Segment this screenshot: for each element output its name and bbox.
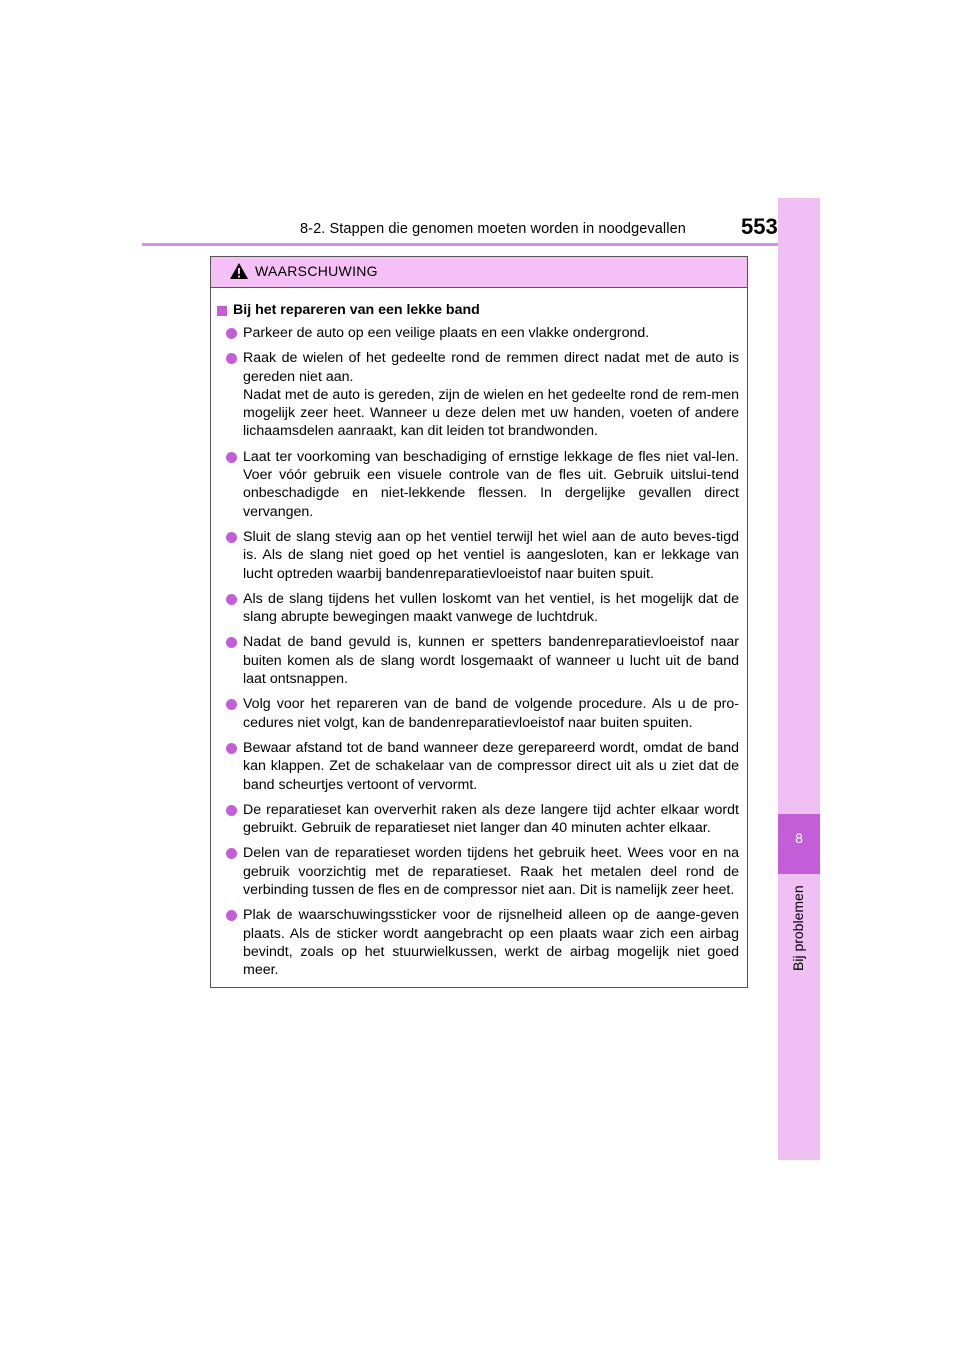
chapter-number: 8: [795, 830, 803, 846]
bullet-dot-icon: [226, 743, 237, 754]
warning-body: [211, 288, 747, 980]
bullet-dot-icon: [226, 848, 237, 859]
square-bullet-icon: [217, 306, 227, 316]
chapter-label: Bij problemen: [790, 885, 806, 971]
bullet-dot-icon: [226, 328, 237, 339]
bullet-dot-icon: [226, 699, 237, 710]
chapter-side-tab: [778, 198, 820, 1160]
list-item: Nadat de band gevuld is, kunnen er spetters bandenreparatievloeistof naar buiten komen als de slang wordt losgemaakt of wanneer u lucht uit de band laat ontsnappen.: [217, 633, 739, 688]
list-item: Plak de waarschuwingssticker voor de rijsnelheid alleen op de aange-geven plaats. Als de sticker wordt aangebracht op een plaats waar zich een airbag bevindt, zoals op het stuurwielkussen, werkt de airbag mogelijk niet goed meer.: [217, 906, 739, 979]
warning-box: [210, 256, 748, 988]
warning-title: WAARSCHUWING: [255, 263, 378, 279]
bullet-dot-icon: [226, 353, 237, 364]
list-item: Parkeer de auto op een veilige plaats en een vlakke ondergrond.: [217, 324, 739, 342]
warning-header: [211, 257, 747, 288]
section-heading: [217, 301, 739, 320]
list-item: De reparatieset kan oververhit raken als deze langere tijd achter elkaar wordt gebruikt. Gebruik de reparatieset niet langer dan 40 minuten achter elkaar.: [217, 801, 739, 838]
bullet-dot-icon: [226, 805, 237, 816]
bullet-dot-icon: [226, 532, 237, 543]
list-item: Bewaar afstand tot de band wanneer deze gerepareerd wordt, omdat de band kan klappen. Zet de schakelaar van de compressor direct uit als u ziet dat de band scheurtjes vertoont of vervormt.: [217, 739, 739, 794]
section-title: 8-2. Stappen die genomen moeten worden in noodgevallen: [300, 221, 686, 237]
list-item: Raak de wielen of het gedeelte rond de remmen direct nadat met de auto is gereden niet aan. Nadat met de auto is gereden, zijn de wielen en het gedeelte rond de rem-men mogelijk zeer heet. Wanneer u deze delen met uw handen, voeten of andere lichaamsdelen aanraakt, kan dit leiden tot brandwonden.: [217, 349, 739, 440]
section-heading-text: Bij het repareren van een lekke band: [233, 302, 480, 318]
bullet-dot-icon: [226, 594, 237, 605]
list-item: Volg voor het repareren van de band de volgende procedure. Als u de pro-cedures niet volgt, kan de bandenreparatievloeistof naar buiten spuiten.: [217, 695, 739, 732]
list-item: Delen van de reparatieset worden tijdens het gebruik heet. Wees voor en na gebruik voorzichtig met de reparatieset. Raak het metalen deel rond de verbinding tussen de fles en de compressor niet aan. Dit is namelijk zeer heet.: [217, 844, 739, 899]
warning-list: [217, 324, 739, 980]
list-item: Als de slang tijdens het vullen loskomt van het ventiel, is het mogelijk dat de slang abrupte bewegingen maakt vanwege de luchtdruk.: [217, 590, 739, 627]
page-number: 553: [741, 214, 778, 239]
warning-triangle-icon: [229, 262, 249, 280]
list-item: Sluit de slang stevig aan op het ventiel terwijl het wiel aan de auto beves-tigd is. Als de slang niet goed op het ventiel is aangesloten, kan er lekkage van lucht optreden waarbij bandenreparatievloeistof naar buiten spuit.: [217, 528, 739, 583]
header-divider: [142, 243, 820, 246]
bullet-dot-icon: [226, 452, 237, 463]
bullet-dot-icon: [226, 910, 237, 921]
list-item: Laat ter voorkoming van beschadiging of ernstige lekkage de fles niet val-len. Voer vóór gebruik een visuele controle van de fles uit. Gebruik uitslui-tend onbeschadigde en niet-lekkende flessen. In dergelijke gevallen direct vervangen.: [217, 448, 739, 521]
bullet-dot-icon: [226, 637, 237, 648]
